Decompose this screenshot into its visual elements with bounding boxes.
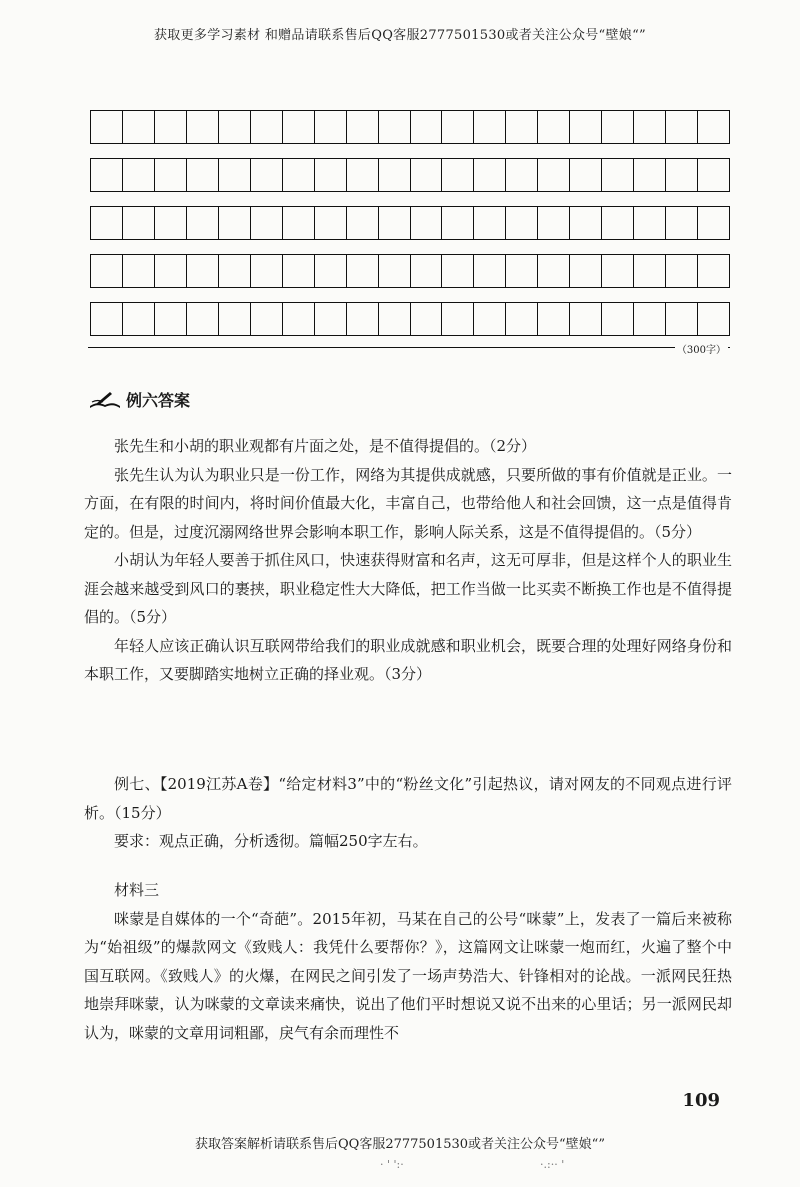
grid-cell xyxy=(218,254,250,288)
grid-cell xyxy=(218,158,250,192)
answer6-heading xyxy=(88,388,190,411)
grid-cell xyxy=(441,158,473,192)
grid-cell xyxy=(250,302,282,336)
grid-cell xyxy=(378,302,410,336)
answer6-body xyxy=(84,432,732,689)
grid-cell xyxy=(633,158,665,192)
grid-cell xyxy=(378,158,410,192)
grid-cell xyxy=(505,302,537,336)
grid-cell xyxy=(250,206,282,240)
page-header: 获取更多学习素材 和赠品请联系售后QQ客服2777501530或者关注公众号“壁娘“” xyxy=(154,28,646,43)
grid-cell xyxy=(122,254,154,288)
grid-cell xyxy=(697,254,730,288)
grid-cell xyxy=(601,110,633,144)
grid-cell xyxy=(282,110,314,144)
answer6-paragraph: 张先生认为认为职业只是一份工作，网络为其提供成就感，只要所做的事有价值就是正业。一方面，在有限的时间内，将时间价值最大化，丰富自己，也带给他人和社会回馈，这一点是值得肯定的。但是，过度沉溺网络世界会影响本职工作，影响人际关系，这是不值得提倡的。（5分） xyxy=(84,465,732,541)
grid-cell xyxy=(154,110,186,144)
grid-cell xyxy=(186,158,218,192)
grid-cell xyxy=(697,158,730,192)
grid-cell xyxy=(346,110,378,144)
grid-cell xyxy=(90,206,122,240)
answer6-paragraph: 张先生和小胡的职业观都有片面之处，是不值得提倡的。（2分） xyxy=(114,437,537,455)
grid-cell xyxy=(633,302,665,336)
grid-cell xyxy=(473,302,505,336)
grid-cell xyxy=(537,302,569,336)
grid-cell xyxy=(282,206,314,240)
grid-row xyxy=(90,302,730,336)
grid-cell xyxy=(186,206,218,240)
grid-cell xyxy=(282,302,314,336)
grid-cell xyxy=(314,206,346,240)
grid-cell xyxy=(346,206,378,240)
grid-cell xyxy=(218,302,250,336)
grid-cell xyxy=(154,254,186,288)
grid-cell xyxy=(154,206,186,240)
grid-cell xyxy=(569,254,601,288)
grid-cell xyxy=(697,302,730,336)
grid-cell xyxy=(90,302,122,336)
grid-cell xyxy=(473,110,505,144)
grid-cell xyxy=(665,302,697,336)
page-number: 109 xyxy=(682,1090,720,1111)
book-pen-icon xyxy=(88,390,122,410)
grid-cell xyxy=(697,110,730,144)
grid-cell xyxy=(441,110,473,144)
grid-cell xyxy=(346,158,378,192)
grid-cell xyxy=(665,158,697,192)
grid-cell xyxy=(186,110,218,144)
grid-row xyxy=(90,110,730,144)
grid-cell xyxy=(537,254,569,288)
grid-cell xyxy=(378,206,410,240)
grid-row xyxy=(90,206,730,240)
grid-cell xyxy=(186,254,218,288)
grid-cell xyxy=(569,110,601,144)
grid-cell xyxy=(250,110,282,144)
grid-cell xyxy=(218,206,250,240)
grid-cell xyxy=(346,302,378,336)
grid-cell xyxy=(665,110,697,144)
grid-cell xyxy=(410,254,442,288)
scan-smudge: ·.:·· ' xyxy=(540,1158,565,1171)
grid-cell xyxy=(505,158,537,192)
grid-cell xyxy=(410,302,442,336)
grid-cell xyxy=(665,254,697,288)
grid-cell xyxy=(282,158,314,192)
grid-cell xyxy=(314,302,346,336)
grid-cell xyxy=(122,302,154,336)
grid-cell xyxy=(250,158,282,192)
grid-cell xyxy=(154,158,186,192)
grid-cell xyxy=(90,158,122,192)
grid-cell xyxy=(633,206,665,240)
grid-cell xyxy=(378,110,410,144)
grid-cell xyxy=(218,110,250,144)
answer6-paragraph: 小胡认为年轻人要善于抓住风口，快速获得财富和名声，这无可厚非，但是这样个人的职业生涯会越来越受到风口的裹挟，职业稳定性大大降低，把工作当做一比买卖不断换工作也是不值得提倡的。（5分） xyxy=(84,551,732,626)
grid-cell xyxy=(537,110,569,144)
grid-row xyxy=(90,254,730,288)
grid-cell xyxy=(569,206,601,240)
grid-cell xyxy=(537,158,569,192)
grid-cell xyxy=(154,302,186,336)
grid-cell xyxy=(473,206,505,240)
grid-cell xyxy=(314,158,346,192)
grid-cell xyxy=(601,158,633,192)
grid-cell xyxy=(314,254,346,288)
grid-cell xyxy=(410,110,442,144)
grid-cell xyxy=(282,254,314,288)
word-count-label: （300字） xyxy=(675,341,728,356)
grid-cell xyxy=(186,302,218,336)
grid-cell xyxy=(441,254,473,288)
material3-title: 材料三 xyxy=(114,881,160,899)
grid-cell xyxy=(441,206,473,240)
grid-cell xyxy=(505,254,537,288)
grid-cell xyxy=(505,206,537,240)
grid-cell xyxy=(601,254,633,288)
grid-cell xyxy=(441,302,473,336)
grid-cell xyxy=(314,110,346,144)
grid-cell xyxy=(410,158,442,192)
material3-block xyxy=(84,876,732,1047)
material3-text: 咪蒙是自媒体的一个“奇葩”。2015年初，马某在自己的公号“咪蒙”上，发表了一篇后来被称为“始祖级”的爆款网文《致贱人：我凭什么要帮你？》，这篇网文让咪蒙一炮而红，火遍了整个中国互联网。《致贱人》的火爆，在网民之间引发了一场声势浩大、针锋相对的论战。一派网民狂热地崇拜咪蒙，认为咪蒙的文章读来痛快，说出了他们平时想说又说不出来的心里话；另一派网民却认为，咪蒙的文章用词粗鄙，戾气有余而理性不 xyxy=(84,909,732,1042)
scan-smudge: · ' ':· xyxy=(380,1158,404,1171)
grid-cell xyxy=(601,206,633,240)
grid-cell xyxy=(90,110,122,144)
grid-cell xyxy=(378,254,410,288)
grid-cell xyxy=(410,206,442,240)
grid-cell xyxy=(601,302,633,336)
grid-cell xyxy=(569,302,601,336)
grid-row xyxy=(90,158,730,192)
example7-block xyxy=(84,770,732,856)
grid-cell xyxy=(633,110,665,144)
grid-cell xyxy=(537,206,569,240)
grid-cell xyxy=(665,206,697,240)
grid-cell xyxy=(633,254,665,288)
grid-cell xyxy=(505,110,537,144)
grid-cell xyxy=(473,158,505,192)
page-footer: 获取答案解析请联系售后QQ客服2777501530或者关注公众号“壁娘“” xyxy=(195,1137,605,1152)
grid-cell xyxy=(122,158,154,192)
grid-cell xyxy=(122,110,154,144)
grid-cell xyxy=(697,206,730,240)
grid-baseline xyxy=(88,347,730,348)
grid-cell xyxy=(90,254,122,288)
grid-cell xyxy=(250,254,282,288)
grid-cell xyxy=(569,158,601,192)
example7-question: 例七、【2019江苏A卷】“给定材料3”中的“粉丝文化”引起热议，请对网友的不同观点进行评析。（15分） xyxy=(84,775,732,822)
answer6-paragraph: 年轻人应该正确认识互联网带给我们的职业成就感和职业机会，既要合理的处理好网络身份和本职工作，又要脚踏实地树立正确的择业观。（3分） xyxy=(84,636,732,683)
grid-cell xyxy=(346,254,378,288)
example7-requirement: 要求：观点正确，分析透彻。篇幅250字左右。 xyxy=(114,832,428,850)
grid-cell xyxy=(473,254,505,288)
answer6-title: 例六答案 xyxy=(126,391,191,410)
grid-cell xyxy=(122,206,154,240)
